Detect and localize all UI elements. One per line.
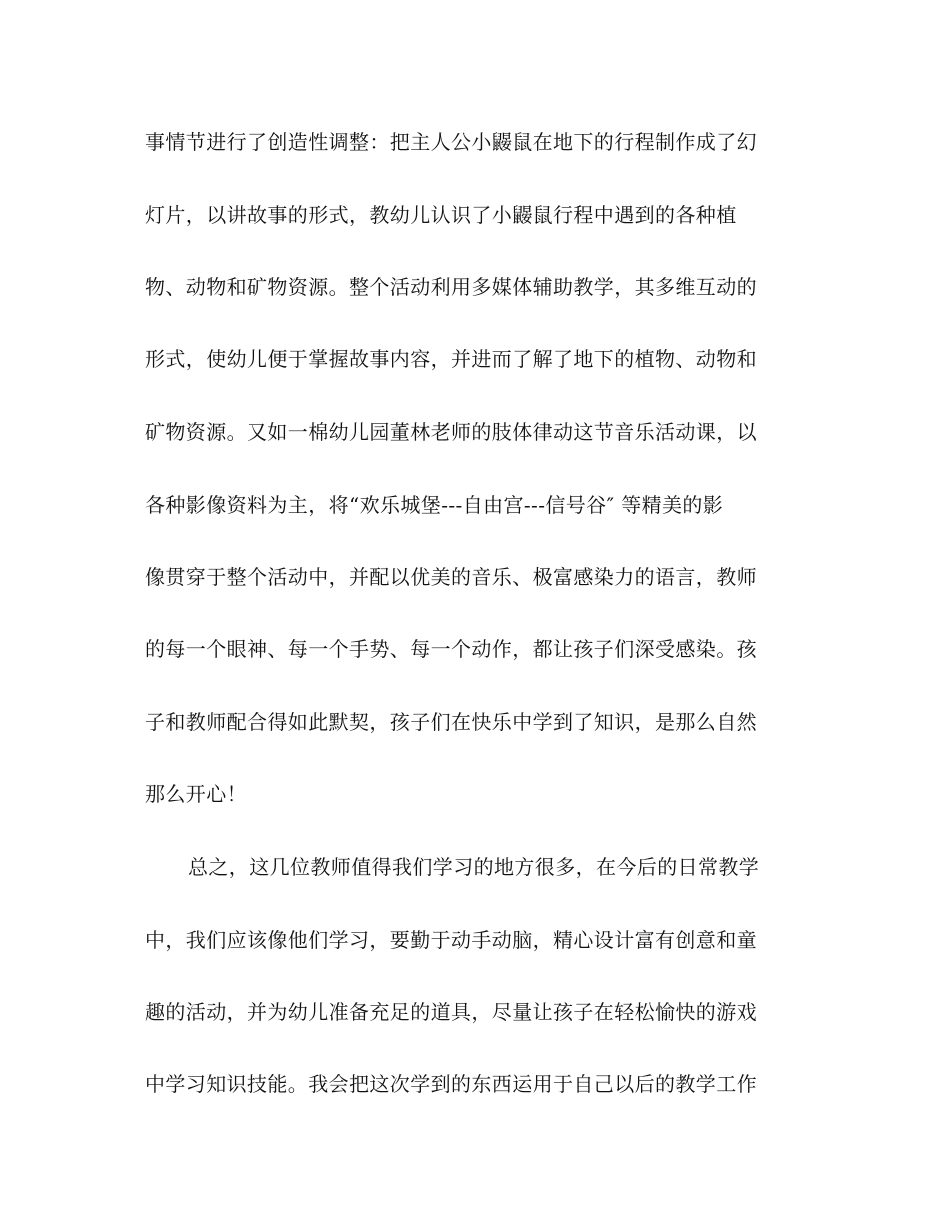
text-line: 的每一个眼神、每一个手势、每一个动作，都让孩子们深受感染。孩: [145, 637, 757, 661]
text-line: 事情节进行了创造性调整：把主人公小鼹鼠在地下的行程制作成了幻: [145, 130, 757, 154]
text-line: 矿物资源。又如一棉幼儿园董林老师的肢体律动这节音乐活动课，以: [145, 420, 757, 444]
text-line: 形式，使幼儿便于掌握故事内容，并进而了解了地下的植物、动物和: [145, 347, 757, 371]
text-line: 那么开心！: [145, 782, 247, 806]
text-line: 趣的活动，并为幼儿准备充足的道具，尽量让孩子在轻松愉快的游戏: [145, 1000, 757, 1024]
text-line: 像贯穿于整个活动中，并配以优美的音乐、极富感染力的语言，教师: [145, 565, 757, 589]
text-line: 物、动物和矿物资源。整个活动利用多媒体辅助教学，其多维互动的: [145, 275, 757, 299]
text-line: 各种影像资料为主，将“欢乐城堡---自由宫---信号谷″ 等精美的影: [145, 493, 724, 517]
paragraph-first-line: 总之，这几位教师值得我们学习的地方很多，在今后的日常教学: [188, 855, 760, 879]
text-line: 子和教师配合得如此默契，孩子们在快乐中学到了知识，是那么自然: [145, 710, 757, 734]
text-line: 中学习知识技能。我会把这次学到的东西运用于自己以后的教学工作: [145, 1072, 757, 1096]
text-line: 灯片，以讲故事的形式，教幼儿认识了小鼹鼠行程中遇到的各种植: [145, 203, 737, 227]
text-line: 中，我们应该像他们学习，要勤于动手动脑，精心设计富有创意和童: [145, 928, 757, 952]
